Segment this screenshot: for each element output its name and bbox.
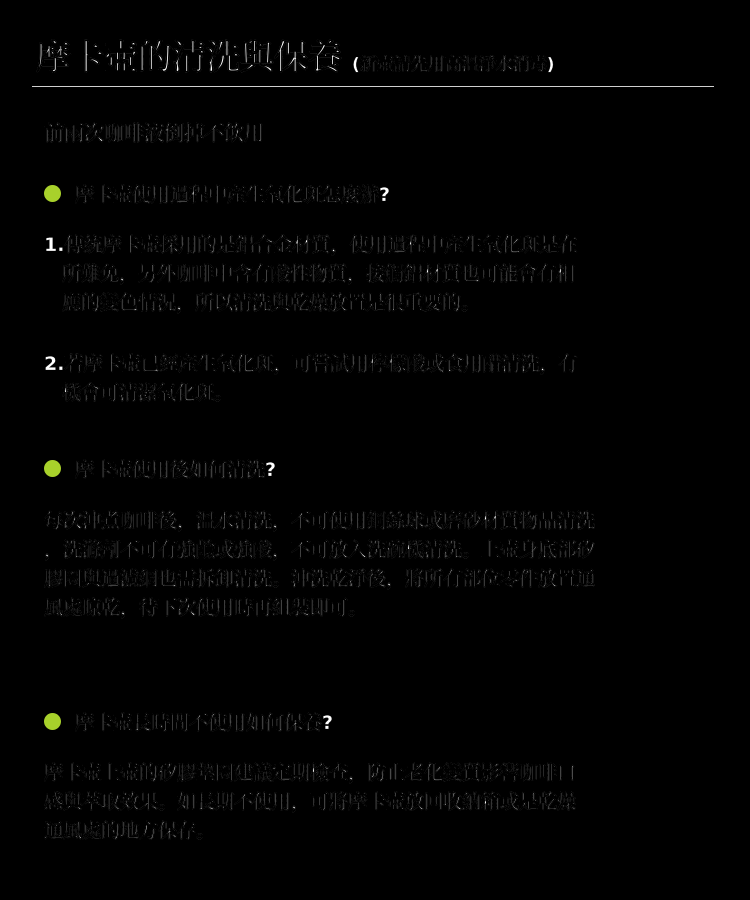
section-heading-cleaning — [44, 455, 276, 482]
text-line: 2.若摩卡壺已經產生氧化斑，可嘗試用檸檬酸或食用醋清洗，有 — [44, 353, 578, 375]
page-title: 摩卡壺的清洗與保養 — [36, 38, 342, 78]
oxidation-item-1 — [44, 231, 704, 318]
text-line: 膠圈與過濾網也需拆卸清洗。沖洗乾淨後，將所有部位零件放置通 — [44, 568, 596, 590]
text-line: 摩卡壺上壺的矽膠墊圈建議定期檢查，防止老化變質影響咖啡口 — [44, 762, 577, 784]
text-line: 所難免，另外咖啡中含有酸性物質，接觸鋁材質也可能會有相 — [62, 263, 576, 285]
cleaning-paragraph — [44, 507, 704, 623]
text-line: 通風處的地方保存。 — [44, 820, 216, 842]
header-divider — [32, 86, 714, 87]
bullet-dot-icon — [44, 713, 61, 730]
text-line: 1.傳統摩卡壺採用的是鋁合金材質，使用過程中產生氧化斑是在 — [44, 234, 578, 256]
bullet-dot-icon — [44, 460, 61, 477]
text-line: 風處晾乾，待下次使用時再組裝即可。 — [44, 597, 368, 619]
text-line: 感與萃取效果。如長期不使用，可將摩卡壺放回收納箱或是乾燥 — [44, 791, 577, 813]
section-heading-label: 摩卡壺長時間不使用如何保養? — [75, 712, 334, 734]
oxidation-item-2 — [44, 350, 704, 408]
section-heading-storage — [44, 708, 333, 735]
storage-paragraph — [44, 759, 704, 846]
bullet-dot-icon — [44, 185, 61, 202]
page-header — [36, 30, 726, 82]
section-heading-label: 摩卡壺使用過程中產生氧化斑怎麼辦? — [75, 184, 391, 206]
text-line: 應的變色情況，所以清洗與乾燥放置是很重要的。 — [62, 292, 481, 314]
page-subtitle: (新壺請先用高溫淨水消毒) — [352, 55, 555, 75]
intro-note: 前兩次咖啡液倒掉不飲用 — [44, 121, 264, 145]
text-line: 機會可清潔氧化斑。 — [62, 382, 234, 404]
section-heading-label: 摩卡壺使用後如何清洗? — [75, 459, 277, 481]
section-heading-oxidation — [44, 180, 390, 207]
text-line: 每次沖煮咖啡後，溫水清洗，不可使用鋼絲球或磨砂材質物品清洗 — [44, 510, 596, 532]
text-line: ，洗滌劑不可有強鹼或強酸，不可放入洗碗機清洗。上壺身底部矽 — [44, 539, 596, 561]
